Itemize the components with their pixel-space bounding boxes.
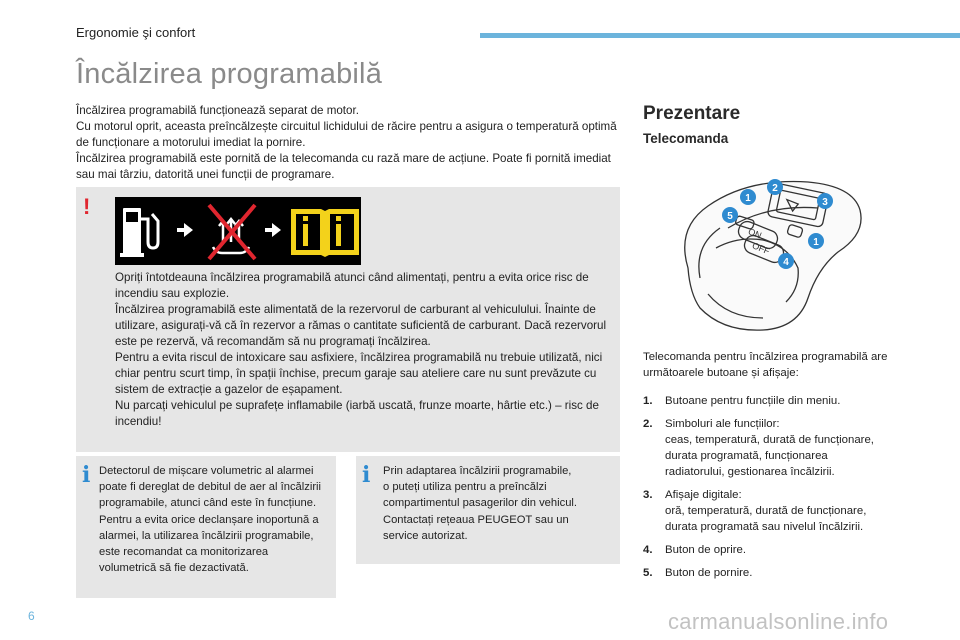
- item-line: Afișaje digitale:: [665, 489, 742, 501]
- callout-4: [778, 253, 794, 269]
- item-number: 2.: [643, 418, 653, 430]
- info-line: Prin adaptarea încălzirii programabile,: [383, 465, 572, 477]
- remote-intro: Telecomanda pentru încălzirea programabilă are următoarele butoane și afișaje:: [643, 351, 888, 379]
- svg-text:4: 4: [783, 257, 789, 268]
- svg-text:1: 1: [813, 237, 819, 248]
- item-number: 4.: [643, 544, 653, 556]
- button-list: [643, 393, 913, 588]
- remote-on-label: ON: [746, 226, 763, 241]
- info-line: service autorizat.: [383, 529, 468, 542]
- callout-5: [722, 207, 738, 223]
- presentation-heading: Prezentare: [643, 103, 741, 124]
- info-line: este recomandat ca monitorizarea: [99, 546, 269, 559]
- warning-pictograms: [115, 197, 361, 265]
- list-item: [643, 565, 913, 581]
- warning-paragraph: Pentru a evita riscul de intoxicare sau asfixiere, încălzirea programabilă nu trebuie utilizată, nici chiar pentru scurt timp, în spații închise, precum garaje sau ateliere care nu sunt prevăzute cu sistem de extracție a gazelor de eșapament.: [115, 351, 603, 396]
- section-label: Ergonomie şi confort: [76, 25, 196, 40]
- callout-1: [740, 189, 756, 205]
- item-line: Buton de pornire.: [665, 567, 753, 579]
- warning-paragraph: Nu parcați vehiculul pe suprafețe inflamabile (iarbă uscată, frunze moarte, hârtie etc.) – risc de incendiu!: [115, 399, 599, 428]
- warning-text: [115, 270, 610, 430]
- item-number: 5.: [643, 567, 653, 579]
- svg-text:5: 5: [727, 211, 733, 222]
- info-line: o puteți utiliza pentru a preîncălzi: [383, 481, 547, 494]
- info-text-peugeot: [383, 463, 618, 544]
- page-title: Încălzirea programabilă: [76, 58, 383, 90]
- item-line: durata programată sau nivelul încălzirii.: [665, 521, 864, 533]
- info-line: poate fi dereglat de debitul de aer al încălzirii: [99, 481, 322, 494]
- header-rule: [480, 33, 960, 38]
- svg-text:3: 3: [822, 197, 828, 208]
- info-line: Detectorul de mișcare volumetric al alarmei: [99, 465, 314, 477]
- info-line: alarmei, la utilizarea încălzirii programabile,: [99, 529, 314, 542]
- intro-paragraph: Încălzirea programabilă funcționează separat de motor.: [76, 104, 359, 117]
- item-line: Butoane pentru funcțiile din meniu.: [665, 395, 841, 407]
- list-item: [643, 542, 913, 558]
- callout-1b: [808, 233, 824, 249]
- list-item: [643, 487, 913, 535]
- remote-off-label: OFF: [750, 240, 772, 257]
- item-line: ceas, temperatură, durată de funcționare,: [665, 434, 874, 446]
- info-line: programabile, atunci când este în funcțiune.: [99, 497, 317, 510]
- item-line: Simboluri ale funcțiilor:: [665, 418, 780, 430]
- list-item: [643, 393, 913, 409]
- page-number: 6: [28, 609, 35, 623]
- item-number: 1.: [643, 395, 653, 407]
- list-item: [643, 416, 913, 480]
- intro-paragraph: Cu motorul oprit, aceasta preîncălzește circuitul lichidului de răcire pentru a asigura o temperatură optimă de funcționare a motorului imediat la pornire.: [76, 120, 617, 149]
- intro-paragraph: Încălzirea programabilă este pornită de la telecomanda cu rază mare de acțiune. Poate fi pornită imediat sau mai târziu, datorită unei funcții de programare.: [76, 152, 611, 181]
- svg-text:2: 2: [772, 183, 778, 194]
- no-heating-icon: [209, 205, 255, 259]
- svg-text:1: 1: [745, 193, 751, 204]
- info-line: volumetrică să fie dezactivată.: [99, 562, 249, 575]
- item-line: durata programată, funcționarea: [665, 450, 828, 462]
- item-number: 3.: [643, 489, 653, 501]
- info-icon: i: [82, 462, 91, 488]
- remote-subheading: Telecomanda: [643, 131, 729, 146]
- warning-paragraph: Opriți întotdeauna încălzirea programabilă atunci când alimentați, pentru a evita orice risc de incendiu sau explozie.: [115, 271, 589, 300]
- info-line: Contactați rețeaua PEUGEOT sau un: [383, 513, 569, 526]
- item-line: Buton de oprire.: [665, 544, 747, 556]
- arrow-icon: [265, 223, 281, 237]
- info-line: Pentru a evita orice declanșare inoportună a: [99, 513, 319, 526]
- fuel-pump-icon: [120, 208, 158, 257]
- arrow-icon: [177, 223, 193, 237]
- callout-3: [817, 193, 833, 209]
- info-line: compartimentul pasagerilor din vehicul.: [383, 497, 578, 510]
- info-text-alarm: [99, 463, 339, 576]
- intro-text: [76, 103, 621, 183]
- warning-paragraph: Încălzirea programabilă este alimentată de la rezervorul de carburant al vehiculului. Înainte de utilizare, asigurați-vă că în rezervor a rămas o cantitate suficientă de carburant. Dacă rezervorul este pe rezervă, vă recomandăm să nu programați încălzirea.: [115, 303, 607, 348]
- remote-control-illustration: [668, 168, 868, 336]
- item-line: oră, temperatură, durată de funcționare,: [665, 505, 867, 517]
- watermark: carmanualsonline.info: [668, 609, 889, 634]
- manual-book-icon: [291, 209, 359, 257]
- info-icon: i: [362, 462, 371, 488]
- callout-2: [767, 179, 783, 195]
- warning-icon: !: [83, 194, 91, 219]
- item-line: radiatorului, gestionarea încălzirii.: [665, 466, 835, 478]
